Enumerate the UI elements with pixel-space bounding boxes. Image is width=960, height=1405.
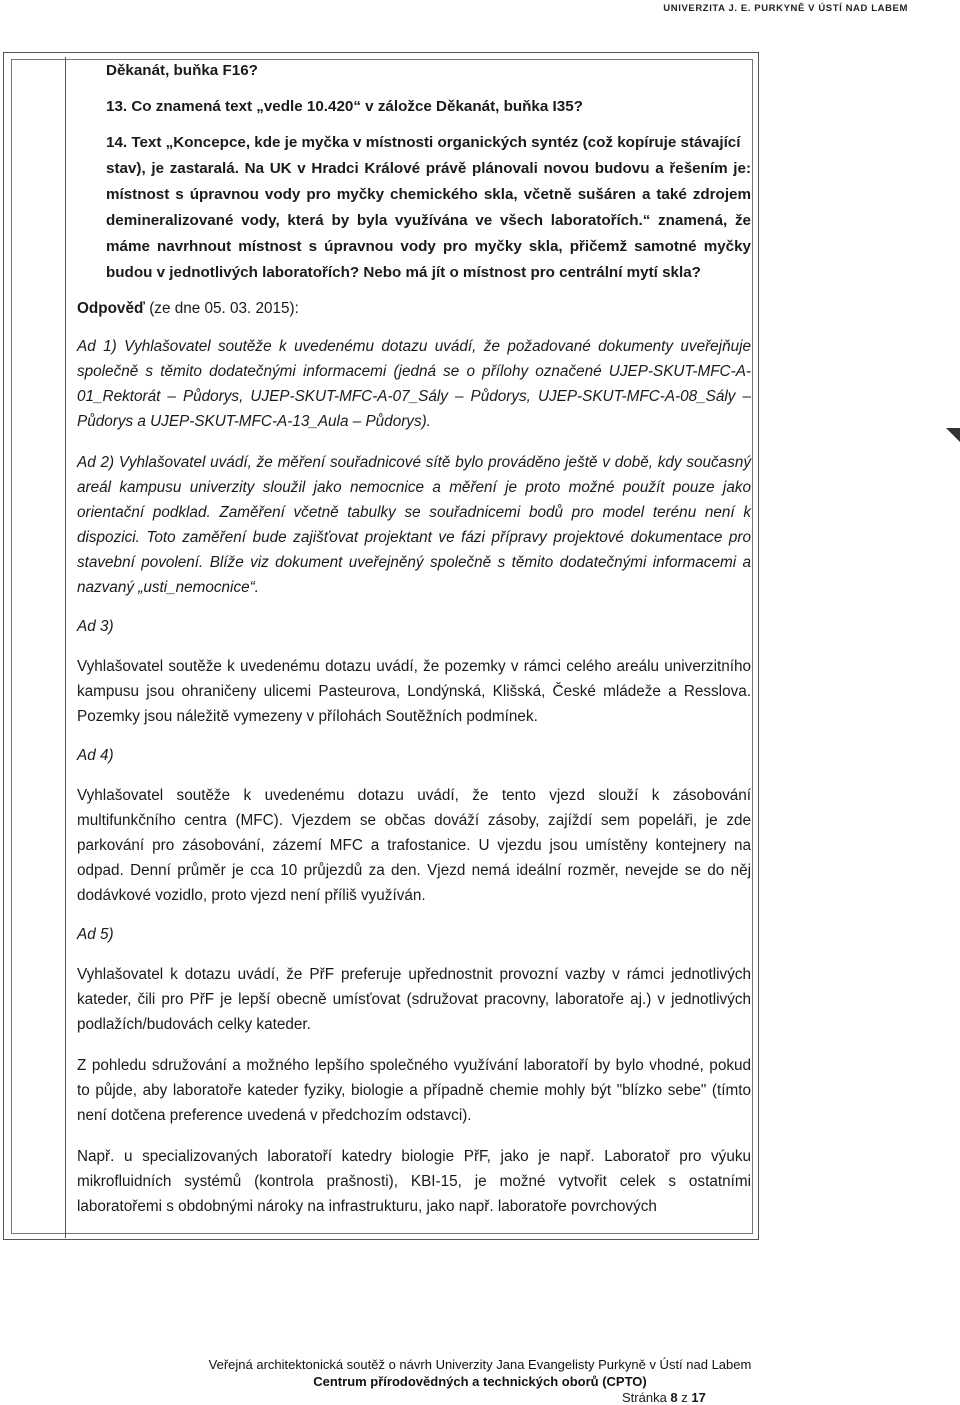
question-13: 13. Co znamená text „vedle 10.420“ v záložce Děkanát, buňka I35? xyxy=(106,98,583,115)
university-header: UNIVERZITA J. E. PURKYNĚ V ÚSTÍ NAD LABEM xyxy=(663,3,908,14)
ad4-text: Vyhlašovatel soutěže k uvedenému dotazu uvádí, že tento vjezd slouží k zásobování multifunkčního centra (MFC). Vjezdem se občas dováží zásoby, zajíždí sem popeláři, je zde parkování pro zásobování, zázemí MFC a trafostanice. U vjezdu jsou umístěny kontejnery na odpad. Denní průměr je cca 10 průjezdů za den. Vjezd nemá ideální rozměr, nevejde se do něj dodávkové vozidlo, proto vjezd není příliš využíván. xyxy=(77,787,751,904)
ad3-text: Vyhlašovatel soutěže k uvedenému dotazu uvádí, že pozemky v rámci celého areálu univerzitního kampusu jsou ohraničeny ulicemi Pasteurova, Londýnská, Klišská, České mládeže a Resslova. Pozemky jsou náležitě vymezeny v přílohách Soutěžních podmínek. xyxy=(77,658,751,725)
document-body xyxy=(77,58,751,1219)
ad2-label: Ad 2) xyxy=(77,454,115,471)
question-12-tail: Děkanát, buňka F16? xyxy=(106,62,258,79)
ad1-label: Ad 1) xyxy=(77,338,117,355)
page-label: Stránka xyxy=(622,1390,671,1405)
table-left-column-rule xyxy=(65,57,66,1238)
question-14-body: stav), je zastaralá. Na UK v Hradci Králové právě plánovali novou budovu a řešením je: místnost s úpravnou vody pro myčky chemického skla, včetně sušáren a také zdrojem demineralizované vody, která by byla využívána ve všech laboratořích.“ znamená, že máme navrhnout místnost s úpravnou vody pro myčky skla, přičemž samotné myčky budou v jednotlivých laboratořích? Nebo má jít o místnost pro centrální mytí skla? xyxy=(106,160,751,281)
question-14-line1: 14. Text „Koncepce, kde je myčka v místnosti organických syntéz (což kopíruje stávající xyxy=(106,134,741,151)
ad5-label: Ad 5) xyxy=(77,926,114,943)
page-total: 17 xyxy=(691,1390,706,1405)
ad5-text-3: Např. u specializovaných laboratoří katedry biologie PřF, jako je např. Laboratoř pro výuku mikrofluidních systémů (kontrola prašnosti), KBI-15, je možné vytvořit celek s ostatními laboratořemi s obdobnými nároky na infrastrukturu, jako např. laboratoře povrchových xyxy=(77,1148,751,1215)
ad3-label: Ad 3) xyxy=(77,618,114,635)
page-footer xyxy=(0,1356,960,1390)
ad4-label: Ad 4) xyxy=(77,747,114,764)
answer-ad1 xyxy=(77,334,751,434)
answer-heading-label: Odpověď xyxy=(77,300,145,317)
page-number xyxy=(622,1390,706,1405)
answer-heading-date: (ze dne 05. 03. 2015): xyxy=(144,300,299,317)
page-current: 8 xyxy=(670,1390,678,1405)
footer-center-name: Centrum přírodovědných a technických oborů (CPTO) xyxy=(313,1374,647,1389)
ad1-text: Vyhlašovatel soutěže k uvedenému dotazu uvádí, že požadované dokumenty uveřejňuje společně s těmito dodatečnými informacemi (jedná se o přílohy označené UJEP-SKUT-MFC-A-01_Rektorát – Půdorys, UJEP-SKUT-MFC-A-07_Sály – Půdorys, UJEP-SKUT-MFC-A-08_Sály – Půdorys a UJEP-SKUT-MFC-A-13_Aula – Půdorys). xyxy=(77,338,751,430)
answer-heading xyxy=(77,298,751,320)
ad5-text-1: Vyhlašovatel k dotazu uvádí, že PřF preferuje upřednostnit provozní vazby v rámci jednotlivých kateder, čili pro PřF je lepší obecně umísťovat (sdružovat pracovny, laboratoře aj.) v jednotlivých podlažích/budovách celky kateder. xyxy=(77,966,751,1033)
page-corner-marker-icon xyxy=(946,428,960,442)
footer-competition-title: Veřejná architektonická soutěž o návrh Univerzity Jana Evangelisty Purkyně v Ústí nad Labem xyxy=(208,1357,752,1372)
page-sep: z xyxy=(677,1390,692,1405)
ad2-text: Vyhlašovatel uvádí, že měření souřadnicové sítě bylo prováděno ještě v době, kdy současný areál kampusu univerzity sloužil jako nemocnice a měření je proto možné použít pouze jako orientační podklad. Zaměření včetně tabulky se souřadnicemi bodů pro model terénu není k dispozici. Toto zaměření bude zajišťovat projektant ve fázi přípravy projektové dokumentace pro stavební povolení. Blíže viz dokument uveřejněný společně s těmito dodatečnými informacemi a nazvaný „usti_nemocnice“. xyxy=(77,454,751,596)
answer-ad2 xyxy=(77,450,751,600)
ad5-text-2: Z pohledu sdružování a možného lepšího společného využívání laboratoří by bylo vhodné, pokud to půjde, aby laboratoře kateder fyziky, biologie a případně chemie mohly být "blízko sebe" (tímto není dotčena preference uvedená v předchozím odstavci). xyxy=(77,1057,751,1124)
